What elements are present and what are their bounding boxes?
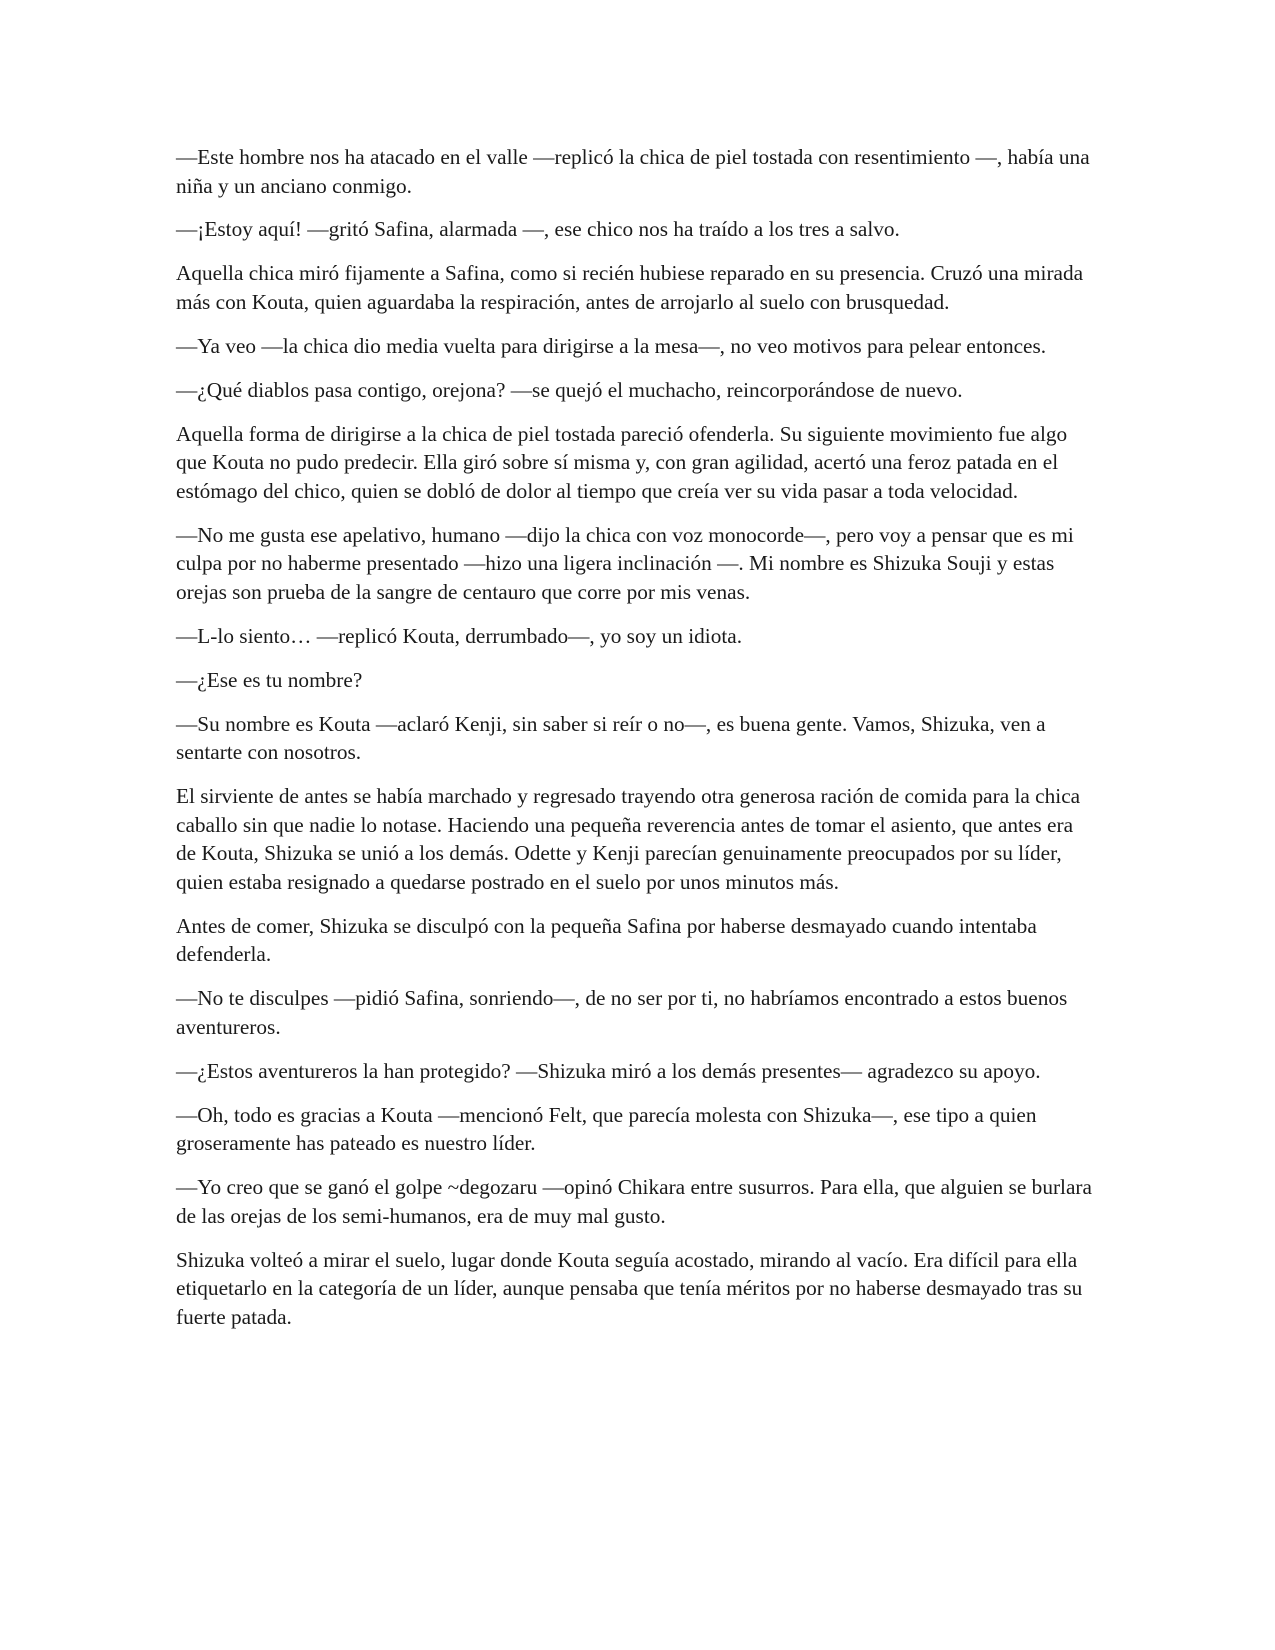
paragraph: —L-lo siento… —replicó Kouta, derrumbado—, yo soy un idiota. [176, 623, 743, 648]
paragraph: —Ya veo —la chica dio media vuelta para dirigirse a la mesa—, no veo motivos para pelear entonces. [176, 333, 1047, 358]
paragraph: Antes de comer, Shizuka se disculpó con la pequeña Safina por haberse desmayado cuando intentaba defenderla. [176, 913, 1037, 967]
paragraph: —No te disculpes —pidió Safina, sonriendo—, de no ser por ti, no habríamos encontrado a estos buenos aventureros. [176, 986, 1068, 1039]
paragraph: —¿Qué diablos pasa contigo, orejona? —se quejó el muchacho, reincorporándose de nuevo. [176, 377, 963, 402]
paragraph: —Su nombre es Kouta —aclaró Kenji, sin saber si reír o no—, es buena gente. Vamos, Shizuka, ven a sentarte con nosotros. [176, 711, 1046, 765]
paragraph: —¡Estoy aquí! —gritó Safina, alarmada —, ese chico nos ha traído a los tres a salvo. [176, 217, 900, 242]
paragraph: —Oh, todo es gracias a Kouta —mencionó Felt, que parecía molesta con Shizuka—, ese tipo a quien groseramente has pateado es nuestro líder. [176, 1102, 1037, 1156]
paragraph: Aquella forma de dirigirse a la chica de piel tostada pareció ofenderla. Su siguiente movimiento fue algo que Kouta no pudo predecir. Ella giró sobre sí misma y, con gran agilidad, acertó una feroz patada en el estómago del chico, quien se dobló de dolor al tiempo que creía ver su vida pasar a toda velocidad. [176, 421, 1068, 503]
paragraph: —Yo creo que se ganó el golpe ~degozaru —opinó Chikara entre susurros. Para ella, que alguien se burlara de las orejas de los semi-humanos, era de muy mal gusto. [176, 1175, 1092, 1228]
paragraph: El sirviente de antes se había marchado y regresado trayendo otra generosa ración de comida para la chica caballo sin que nadie lo notase. Haciendo una pequeña reverencia antes de tomar el asiento, que antes era de Kouta, Shizuka se unió a los demás. Odette y Kenji parecían genuinamente preocupados por su líder, quien estaba resignado a quedarse postrado en el suelo por unos minutos más. [176, 784, 1081, 894]
paragraph: —Este hombre nos ha atacado en el valle —replicó la chica de piel tostada con resentimiento —, había una niña y un anciano conmigo. [176, 145, 1090, 198]
paragraph: Aquella chica miró fijamente a Safina, como si recién hubiese reparado en su presencia. Cruzó una mirada más con Kouta, quien aguardaba la respiración, antes de arrojarlo al suelo con brusquedad. [176, 261, 1084, 314]
paragraph: —¿Estos aventureros la han protegido? —Shizuka miró a los demás presentes— agradezco su apoyo. [176, 1058, 1041, 1083]
document-page [176, 143, 1096, 1347]
paragraph: —¿Ese es tu nombre? [176, 667, 363, 692]
paragraph: Shizuka volteó a mirar el suelo, lugar donde Kouta seguía acostado, mirando al vacío. Era difícil para ella etiquetarlo en la categoría de un líder, aunque pensaba que tenía méritos por no haberse desmayado tras su fuerte patada. [176, 1247, 1083, 1329]
paragraph: —No me gusta ese apelativo, humano —dijo la chica con voz monocorde—, pero voy a pensar que es mi culpa por no haberme presentado —hizo una ligera inclinación —. Mi nombre es Shizuka Souji y estas orejas son prueba de la sangre de centauro que corre por mis venas. [176, 522, 1074, 604]
